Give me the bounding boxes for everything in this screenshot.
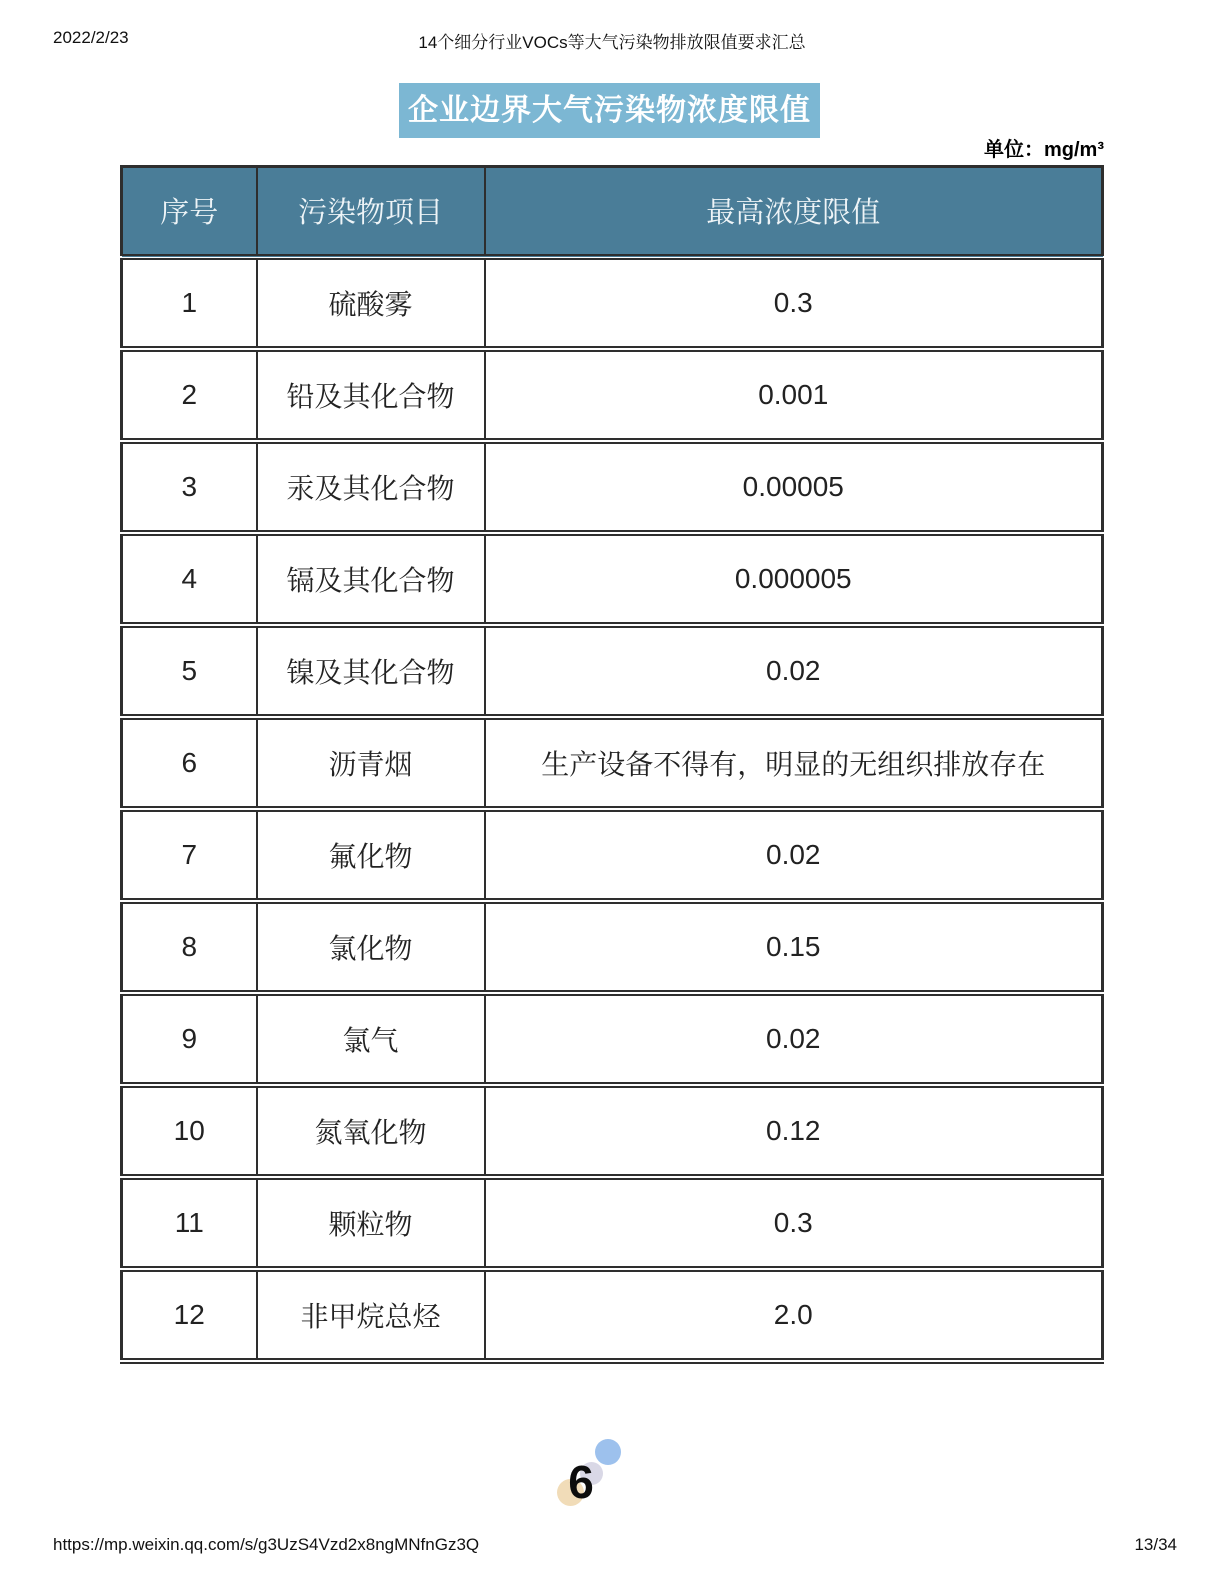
cell-pollutant-name: 铅及其化合物 [257, 349, 485, 441]
table-row [122, 1269, 1103, 1361]
unit-row [120, 133, 1104, 162]
cell-pollutant-name: 镉及其化合物 [257, 533, 485, 625]
cell-pollutant-name: 氮氧化物 [257, 1085, 485, 1177]
header-date: 2022/2/23 [53, 28, 129, 47]
table-row [122, 349, 1103, 441]
cell-pollutant-name: 氯化物 [257, 901, 485, 993]
table-row [122, 1177, 1103, 1269]
print-footer [53, 1535, 1177, 1555]
cell-pollutant-name: 汞及其化合物 [257, 441, 485, 533]
column-header-limit: 最高浓度限值 [485, 167, 1103, 257]
unit-label: 单位：mg/m³ [984, 139, 1104, 161]
page-number: 6 [568, 1456, 594, 1508]
table-row [122, 993, 1103, 1085]
cell-limit-value: 0.15 [485, 901, 1103, 993]
cell-pollutant-name: 镍及其化合物 [257, 625, 485, 717]
cell-pollutant-name: 硫酸雾 [257, 257, 485, 349]
column-header-pollutant: 污染物项目 [257, 167, 485, 257]
cell-limit-value: 2.0 [485, 1269, 1103, 1361]
cell-pollutant-name: 沥青烟 [257, 717, 485, 809]
table-row [122, 625, 1103, 717]
cell-row-number: 2 [122, 349, 257, 441]
cell-pollutant-name: 氯气 [257, 993, 485, 1085]
table-body [122, 257, 1103, 1361]
cell-limit-value: 0.02 [485, 625, 1103, 717]
cell-row-number: 6 [122, 717, 257, 809]
cell-row-number: 1 [122, 257, 257, 349]
footer-pagination: 13/34 [1134, 1535, 1177, 1554]
cell-pollutant-name: 氟化物 [257, 809, 485, 901]
cell-row-number: 9 [122, 993, 257, 1085]
cell-row-number: 8 [122, 901, 257, 993]
cell-limit-value: 生产设备不得有，明显的无组织排放存在 [485, 717, 1103, 809]
cell-row-number: 4 [122, 533, 257, 625]
cell-row-number: 11 [122, 1177, 257, 1269]
cell-limit-value: 0.3 [485, 1177, 1103, 1269]
cell-limit-value: 0.001 [485, 349, 1103, 441]
cell-limit-value: 0.00005 [485, 441, 1103, 533]
section-title-box: 企业边界大气污染物浓度限值 [399, 83, 820, 138]
cell-row-number: 12 [122, 1269, 257, 1361]
table-row [122, 257, 1103, 349]
pollutant-limits-table [120, 165, 1104, 1364]
cell-row-number: 7 [122, 809, 257, 901]
column-header-no: 序号 [122, 167, 257, 257]
cell-limit-value: 0.000005 [485, 533, 1103, 625]
cell-limit-value: 0.02 [485, 809, 1103, 901]
print-header [0, 28, 1224, 52]
table-row [122, 441, 1103, 533]
page-number-decoration [550, 1432, 640, 1517]
cell-row-number: 5 [122, 625, 257, 717]
cell-pollutant-name: 颗粒物 [257, 1177, 485, 1269]
cell-row-number: 10 [122, 1085, 257, 1177]
table-row [122, 717, 1103, 809]
table-row [122, 533, 1103, 625]
cell-limit-value: 0.3 [485, 257, 1103, 349]
cell-row-number: 3 [122, 441, 257, 533]
cell-limit-value: 0.02 [485, 993, 1103, 1085]
cell-limit-value: 0.12 [485, 1085, 1103, 1177]
table-row [122, 809, 1103, 901]
table-head [122, 167, 1103, 257]
table-row [122, 901, 1103, 993]
footer-url: https://mp.weixin.qq.com/s/g3UzS4Vzd2x8ngMNfnGz3Q [53, 1535, 480, 1554]
cell-pollutant-name: 非甲烷总烃 [257, 1269, 485, 1361]
table-row [122, 1085, 1103, 1177]
header-doc-title: 14个细分行业VOCs等大气污染物排放限值要求汇总 [418, 33, 806, 52]
table-header-row [122, 167, 1103, 257]
